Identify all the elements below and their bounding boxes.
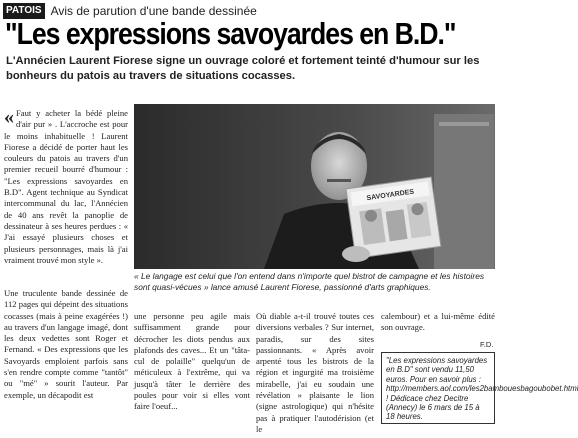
author-photo: [134, 104, 495, 269]
svg-text:SAVOYARDES: SAVOYARDES: [366, 188, 415, 203]
col4-paragraph: calembour) et a lui-même édité son ouvrage.: [381, 311, 495, 333]
column-1-bottom: [4, 288, 128, 404]
column-2: [134, 311, 250, 416]
kicker-text: Avis de parution d'une bande dessinée: [50, 4, 257, 18]
author-credit: F.D.: [480, 340, 494, 349]
photo-caption: « Le langage est celui que l'on entend dans n'importe quel bistrot de campagne et les histoires sont quasi-vécues » lance amusé Laurent Fiorese, passionné d'arts graphiques.: [134, 271, 485, 292]
photo-illustration: [134, 104, 495, 269]
col1-paragraph-1: Faut y acheter la bédé pleine d'air pur » . L'accroche est pour le moins inhabituelle ! Laurent Fiorese a décidé de porter haut les couleurs du patois au travers d'un premier recueil bourré d'humour : "Les expressions savoyardes en B.D". Agent technique au Syndicat intercommunal du lac, l'Annécien de 40 ans revêt la panoplie de dessinateur à ses heures perdues : « J'ai essayé plusieurs choses et plusieurs personnages, mais là j'ai vraiment trouvé mon style ».: [4, 108, 128, 265]
opening-quote-mark: «: [4, 106, 14, 128]
column-3: [256, 311, 374, 438]
column-4: [381, 311, 495, 337]
col1-paragraph-2: Une truculente bande dessinée de 112 pages qui dépeint des situations cocasses (mais à peine exagérées !) au travers d'un langage imagé, dont les deux vedettes sont Roger et Fernand. « Des expressions que les Savoyards emploient parfois sans s'en rendre compte comme "tantôt" ou "mé" » sourit l'auteur. Par exemple, un décapodit est: [4, 288, 128, 400]
headline: "Les expressions savoyardes en B.D.": [5, 16, 456, 51]
col3-paragraph: Où diable a-t-il trouvé toutes ces diversions verbales ? Sur internet, paradis, sur des sites passionnants. « Après avoir arpenté tous les bistrots de la région et ingurgité ma troisième mirabelle, j'ai eu soudain une révélation » plaisante le lion (signe astrologique) qui n'hésite pas à pratiquer l'autodérision (et le: [256, 311, 374, 434]
section-tag: PATOIS: [3, 3, 45, 19]
column-1: [4, 108, 128, 269]
col2-paragraph: une personne peu agile mais suffisamment grande pour décrocher les diots pendus aux plafonds des caves... Et un "tâta-cul de polaille" quelqu'un de méticuleux à l'extrême, qui va jusqu'à tâter le derrière des poules pour voir si elles vont faire l'oeuf...: [134, 311, 250, 412]
lead-paragraph: L'Annécien Laurent Fiorese signe un ouvrage coloré et fortement teinté d'humour sur les bonheurs du patois au travers de situations cocasses.: [6, 55, 480, 82]
info-box: "Les expressions savoyardes en B.D" sont vendu 11,50 euros. Pour en savoir plus : http://members.aol.com/les2bambouesbagoubobet.html ! Dédicace chez Decitre (Annecy) le 6 mars de 15 à 18 heures.: [381, 352, 495, 424]
